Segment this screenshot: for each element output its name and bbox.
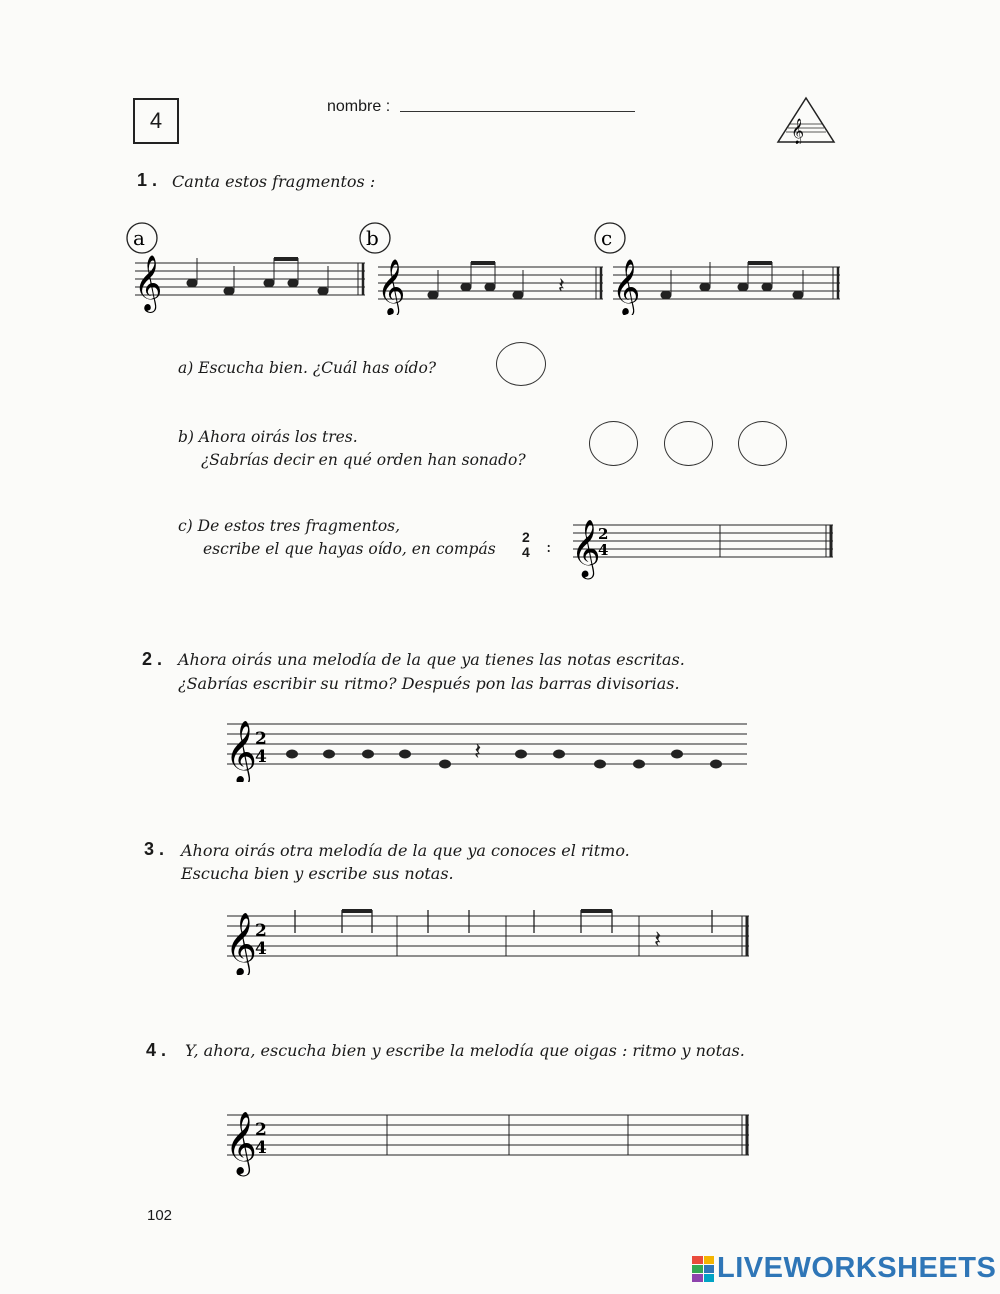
- rest-q3: 𝄽: [654, 925, 662, 953]
- rest-q2: 𝄽: [474, 737, 482, 765]
- staff-a: [135, 263, 365, 295]
- svg-text:4: 4: [598, 541, 609, 559]
- notes-b: [428, 262, 523, 299]
- svg-text:2: 2: [255, 729, 267, 749]
- answer-circle-b2[interactable]: [664, 421, 713, 466]
- svg-text:4: 4: [255, 747, 267, 767]
- svg-text:𝄞: 𝄞: [791, 119, 805, 144]
- name-label: nombre :: [327, 98, 391, 115]
- fragment-label-b: b: [366, 226, 379, 250]
- svg-text:2: 2: [255, 921, 267, 941]
- answer-circle-a[interactable]: [496, 342, 546, 386]
- svg-text:2: 2: [255, 1120, 267, 1140]
- svg-text:4: 4: [255, 1138, 267, 1158]
- fragment-label-c: c: [601, 226, 613, 250]
- noteheads-q2: [286, 750, 722, 769]
- question-4-line1: Y, ahora, escucha bien y escribe la melodía que oigas : ritmo y notas.: [185, 1041, 745, 1060]
- answer-circle-b3[interactable]: [738, 421, 787, 466]
- staff-q2[interactable]: [222, 712, 752, 782]
- question-1a-text: a) Escucha bien. ¿Cuál has oído?: [178, 359, 437, 377]
- staff-q4[interactable]: [222, 1105, 757, 1180]
- treble-clef-1c: 𝄞: [571, 519, 601, 577]
- liveworksheets-logo-icon: [692, 1256, 714, 1282]
- staff-q3[interactable]: [222, 900, 757, 975]
- question-3-line2: Escucha bien y escribe sus notas.: [181, 864, 454, 883]
- colon: :: [546, 537, 552, 556]
- brand-text: LIVEWORKSHEETS: [717, 1252, 997, 1284]
- treble-clef-a: 𝄞: [134, 255, 163, 311]
- treble-clef-c: 𝄞: [612, 259, 641, 315]
- question-3-number: 3 .: [144, 839, 165, 859]
- question-2-line1: Ahora oirás una melodía de la que ya tienes las notas escritas.: [178, 650, 685, 669]
- answer-circle-b1[interactable]: [589, 421, 638, 466]
- question-3-line1: Ahora oirás otra melodía de la que ya conoces el ritmo.: [181, 841, 630, 860]
- page-number: 102: [147, 1207, 173, 1224]
- question-2-number: 2 .: [142, 649, 163, 669]
- lesson-number-box: 4: [133, 98, 179, 144]
- svg-text:4: 4: [255, 939, 267, 959]
- question-1-instruction: Canta estos fragmentos :: [172, 172, 376, 191]
- staff-c: [613, 267, 840, 299]
- treble-clef-q2: 𝄞: [225, 720, 257, 782]
- question-1-number: 1 .: [137, 170, 158, 190]
- liveworksheets-brand: [692, 1252, 996, 1285]
- time-signature-inline: 2 4: [522, 529, 530, 560]
- treble-clef-q4: 𝄞: [225, 1111, 257, 1174]
- music-triangle-icon: [776, 96, 836, 144]
- question-1b-line2: ¿Sabrías decir en qué orden han sonado?: [201, 451, 526, 469]
- answer-staff-1c[interactable]: [565, 505, 840, 585]
- name-field-line[interactable]: [400, 111, 635, 112]
- treble-clef-b: 𝄞: [377, 259, 406, 315]
- fragment-label-a: a: [133, 226, 145, 250]
- fragments-staves: [120, 220, 850, 315]
- treble-clef-q3: 𝄞: [225, 912, 257, 975]
- question-2-line2: ¿Sabrías escribir su ritmo? Después pon las barras divisorias.: [178, 674, 680, 693]
- svg-text:2: 2: [598, 525, 609, 543]
- question-4-number: 4 .: [146, 1040, 167, 1060]
- question-1b-line1: b) Ahora oirás los tres.: [178, 428, 358, 446]
- rhythm-stems-q3: [295, 910, 712, 933]
- notes-c: [661, 262, 803, 299]
- rest-b: 𝄽: [558, 274, 565, 299]
- question-1c-line2: escribe el que hayas oído, en compás: [203, 540, 496, 558]
- question-1c-line1: c) De estos tres fragmentos,: [178, 517, 401, 535]
- notes-a: [187, 258, 328, 295]
